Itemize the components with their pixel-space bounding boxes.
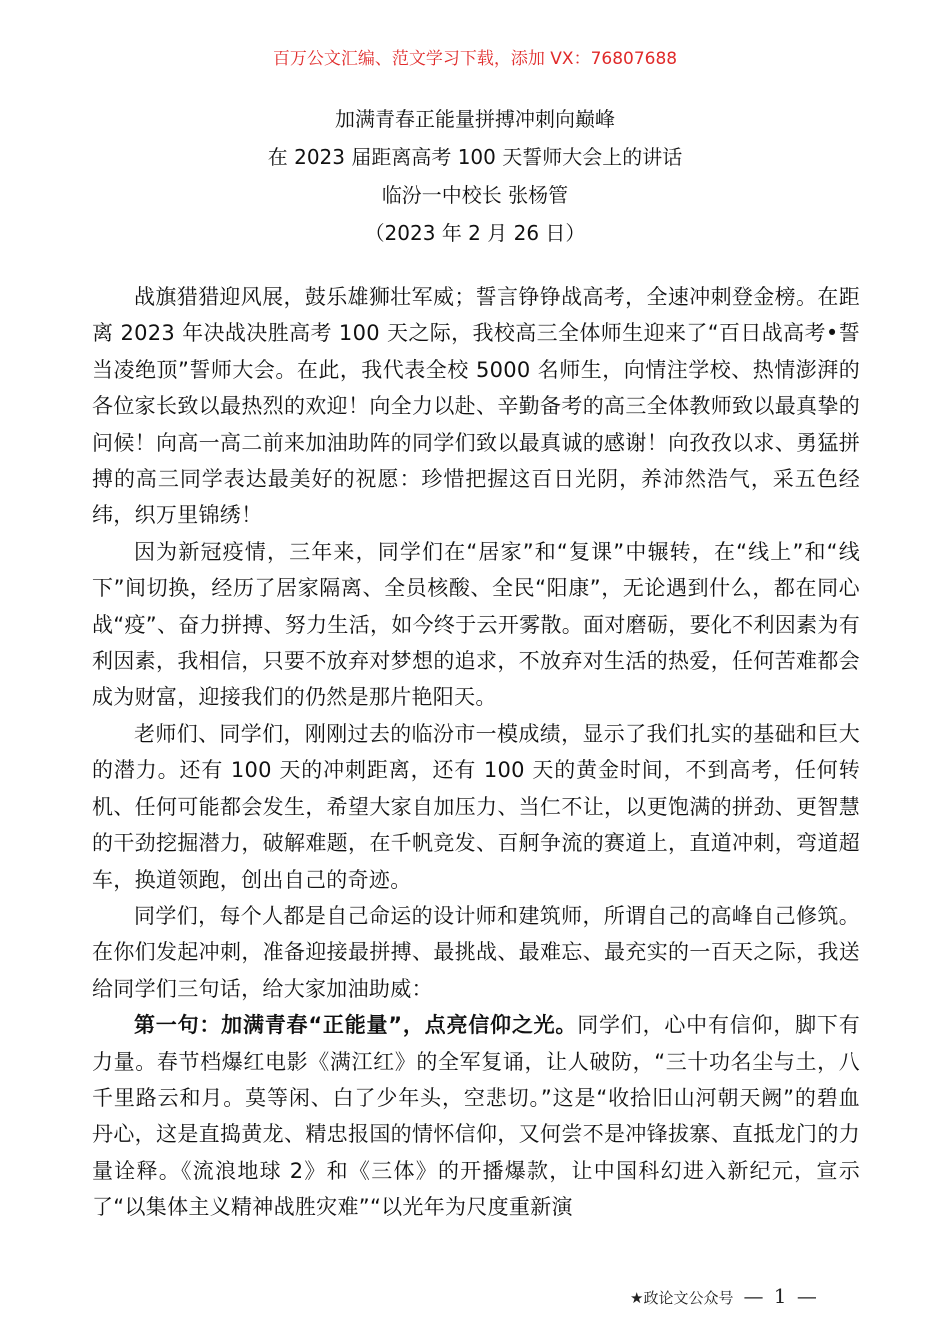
paragraph: 因为新冠疫情，三年来，同学们在“居家”和“复课”中辗转，在“线上”和“线下”间切换，经历了居家隔离、全员核酸、全民“阳康”，无论遇到什么，都在同心战“疫”、奋力拼搏、努力生活，如今终于云开雾散。面对磨砺，要化不利因素为有利因素，我相信，只要不放弃对梦想的追求，不放弃对生活的热爱，任何苦难都会成为财富，迎接我们的仍然是那片艳阳天。	[92, 539, 860, 710]
document-body	[92, 279, 860, 1226]
document-date: （2023 年 2 月 26 日）	[364, 221, 586, 245]
paragraph: 老师们、同学们，刚刚过去的临汾市一模成绩，显示了我们扎实的基础和巨大的潜力。还有 100 天的冲刺距离，还有 100 天的黄金时间，不到高考，任何转机、任何可能都会发生，希望大家自加压力、当仁不让，以更饱满的拼劲、更智慧的干劲挖掘潜力，破解难题，在千帆竞发、百舸争流的赛道上，直道冲刺，弯道超车，换道领跑，创出自己的奇迹。	[92, 721, 860, 892]
page-footer	[630, 1284, 819, 1310]
document-subtitle: 在 2023 届距离高考 100 天誓师大会上的讲话	[267, 145, 683, 169]
footer-source: ★政论文公众号	[630, 1289, 734, 1307]
paragraph: 同学们，每个人都是自己命运的设计师和建筑师，所谓自己的高峰自己修筑。在你们发起冲刺，准备迎接最拼搏、最挑战、最难忘、最充实的一百天之际，我送给同学们三句话，给大家加油助威：	[92, 903, 860, 1001]
document-author: 临汾一中校长 张杨管	[381, 183, 569, 207]
paragraph-text: 同学们，心中有信仰，脚下有力量。春节档爆红电影《满江红》的全军复诵，让人破防，“三十功名尘与土，八千里路云和月。莫等闲、白了少年头，空悲切。”这是“收拾旧山河朝天阙”的碧血丹心，这是直捣黄龙、精忠报国的情怀信仰，又何尝不是冲锋拔寨、直抵龙门的力量诠释。《流浪地球 2》和《三体》的开播爆款，让中国科幻进入新纪元，宣示了“以集体主义精神战胜灾难”“以光年为尺度重新演	[92, 1013, 860, 1220]
document-title: 加满青春正能量拼搏冲刺向巅峰	[335, 107, 615, 131]
document-title-block	[0, 100, 950, 252]
watermark-banner: 百万公文汇编、范文学习下载，添加 VX：76807688	[272, 49, 678, 69]
paragraph	[92, 1007, 860, 1225]
paragraph: 战旗猎猎迎风展，鼓乐雄狮壮军威；誓言铮铮战高考，全速冲刺登金榜。在距离 2023 年决战决胜高考 100 天之际，我校高三全体师生迎来了“百日战高考•誓当凌绝顶”誓师大会。在此，我代表全校 5000 名师生，向情注学校、热情澎湃的各位家长致以最热烈的欢迎！向全力以赴、辛勤备考的高三全体教师致以最真挚的问候！向高一高二前来加油助阵的同学们致以最真诚的感谢！向孜孜以求、勇猛拼搏的高三同学表达最美好的祝愿：珍惜把握这百日光阴，养沛然浩气，采五色经纬，织万里锦绣！	[92, 285, 860, 528]
paragraph-lead-heading: 第一句：加满青春“正能量”，点亮信仰之光。	[134, 1013, 578, 1038]
page-number: — 1 —	[743, 1284, 819, 1308]
